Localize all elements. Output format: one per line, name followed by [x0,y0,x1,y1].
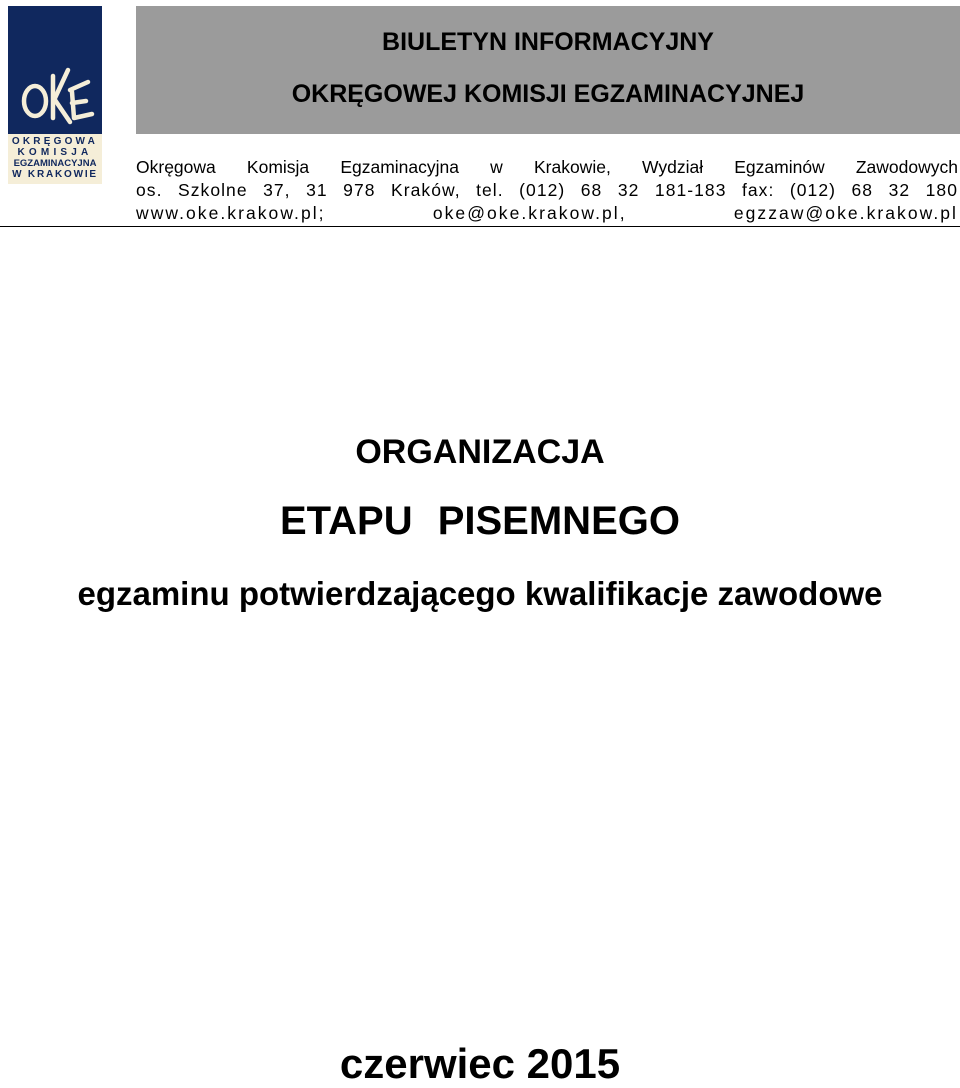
document-title-line-2: ETAPU PISEMNEGO [280,499,680,543]
oke-logo [8,6,102,184]
document-subtitle: egzaminu potwierdzającego kwalifikacje zawodowe [77,575,883,612]
institution-address: os. Szkolne 37, 31 978 Kraków, tel. (012) 68 32 181-183 fax: (012) 68 32 180 [136,180,958,200]
header-banner [136,6,960,134]
header-divider [0,226,960,227]
institution-name: Okręgowa Komisja Egzaminacyjna w Krakowie, Wydział Egzaminów Zawodowych [136,157,958,177]
logo-line-3: EGZAMINACYJNA [13,158,97,169]
oke-logo-mark [8,6,102,132]
banner-title-line-2: OKRĘGOWEJ KOMISJI EGZAMINACYJNEJ [291,80,805,108]
logo-line-2: KOMISJA [17,147,93,158]
logo-line-4: W KRAKOWIE [12,169,98,180]
oke-logo-text [8,134,102,184]
banner-title-line-1: BIULETYN INFORMACYJNY [382,28,714,56]
oke-handwritten-mark [8,6,102,132]
institution-web-email: www.oke.krakow.pl; oke@oke.krakow.pl, egzzaw@oke.krakow.pl [136,203,958,223]
logo-line-1: OKRĘGOWA [11,136,99,147]
document-date: czerwiec 2015 [339,1040,621,1087]
document-title-line-1: ORGANIZACJA [355,433,605,471]
